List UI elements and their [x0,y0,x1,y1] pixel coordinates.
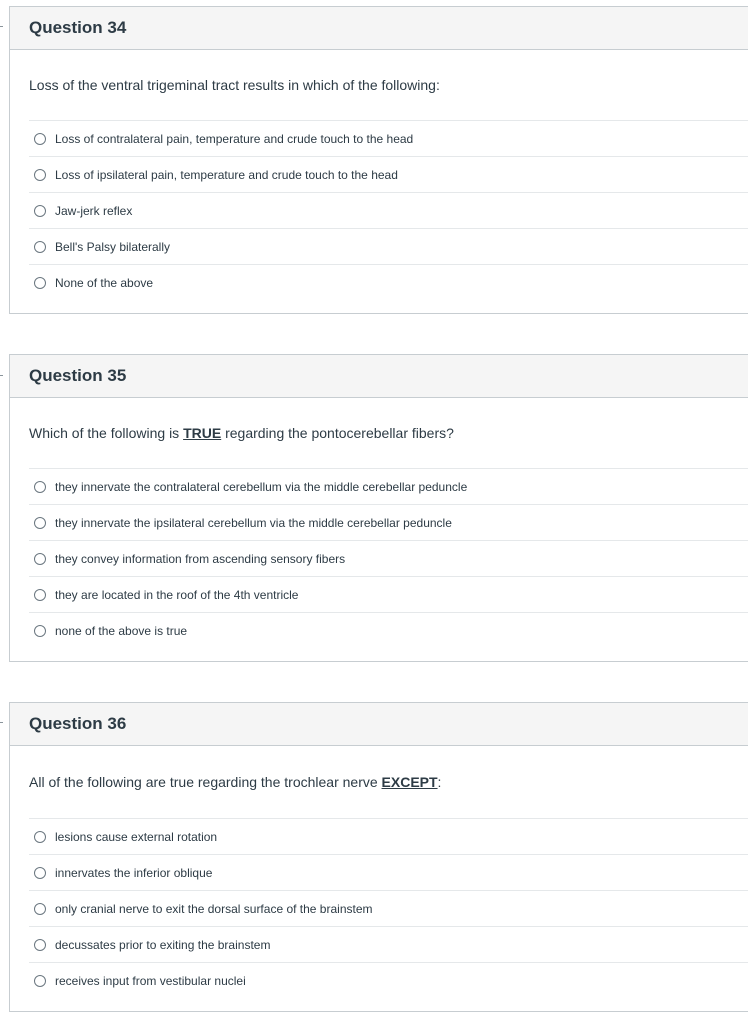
answer-label: they innervate the ipsilateral cerebellum via the middle cerebellar peduncle [55,515,452,530]
question-text [10,398,748,468]
answer-option[interactable] [29,818,748,854]
radio-button[interactable] [34,241,46,253]
answer-option[interactable] [29,156,748,192]
question-header [10,355,748,398]
answer-option[interactable] [29,540,748,576]
question-title: Question 35 [29,366,127,385]
answer-option[interactable] [29,120,748,156]
answer-label: decussates prior to exiting the brainstem [55,937,271,952]
question-title: Question 34 [29,18,127,37]
question-text [10,50,748,120]
question-header [10,703,748,746]
answer-label: they convey information from ascending sensory fibers [55,551,346,566]
radio-button[interactable] [34,553,46,565]
radio-button[interactable] [34,481,46,493]
answer-option[interactable] [29,926,748,962]
question-text [10,746,748,818]
answer-label: Loss of ipsilateral pain, temperature and crude touch to the head [55,167,398,182]
question-card-34 [9,6,748,314]
answer-label: innervates the inferior oblique [55,865,213,880]
radio-button[interactable] [34,975,46,987]
question-card-35 [9,354,748,662]
radio-button[interactable] [34,903,46,915]
radio-button[interactable] [34,589,46,601]
answer-label: none of the above is true [55,623,188,638]
radio-button[interactable] [34,169,46,181]
answer-option[interactable] [29,468,748,504]
question-text-part: : [437,774,442,790]
answer-label: Loss of contralateral pain, temperature and crude touch to the head [55,131,414,146]
radio-button[interactable] [34,517,46,529]
answer-list [10,468,748,648]
answer-option[interactable] [29,962,748,998]
radio-button[interactable] [34,625,46,637]
answer-label: only cranial nerve to exit the dorsal surface of the brainstem [55,901,373,916]
question-card-36 [9,702,748,1012]
question-text-part: regarding the pontocerebellar fibers? [221,425,454,441]
radio-button[interactable] [34,831,46,843]
answer-label: receives input from vestibular nuclei [55,973,246,988]
radio-button[interactable] [34,277,46,289]
answer-label: lesions cause external rotation [55,829,218,844]
answer-option[interactable] [29,612,748,648]
answer-option[interactable] [29,264,748,300]
answer-option[interactable] [29,890,748,926]
answer-label: Bell's Palsy bilaterally [55,239,171,254]
question-header [10,7,748,50]
radio-button[interactable] [34,133,46,145]
answer-option[interactable] [29,576,748,612]
answer-list [10,818,748,998]
answer-list [10,120,748,300]
question-text-part: Which of the following is [29,425,184,441]
edge-marker [0,375,3,376]
answer-option[interactable] [29,228,748,264]
answer-option[interactable] [29,504,748,540]
answer-option[interactable] [29,192,748,228]
edge-marker [0,722,3,723]
answer-label: None of the above [55,275,154,290]
radio-button[interactable] [34,867,46,879]
emphasis-except: EXCEPT [381,774,438,790]
answer-label: they are located in the roof of the 4th ventricle [55,587,299,602]
answer-label: Jaw-jerk reflex [55,203,133,218]
question-title: Question 36 [29,714,127,733]
question-text-part: All of the following are true regarding the trochlear nerve [29,774,382,790]
radio-button[interactable] [34,939,46,951]
emphasis-true: TRUE [183,425,222,441]
question-text-part: Loss of the ventral trigeminal tract results in which of the following: [29,77,440,93]
answer-label: they innervate the contralateral cerebellum via the middle cerebellar peduncle [55,479,468,494]
radio-button[interactable] [34,205,46,217]
answer-option[interactable] [29,854,748,890]
edge-marker [0,26,3,27]
